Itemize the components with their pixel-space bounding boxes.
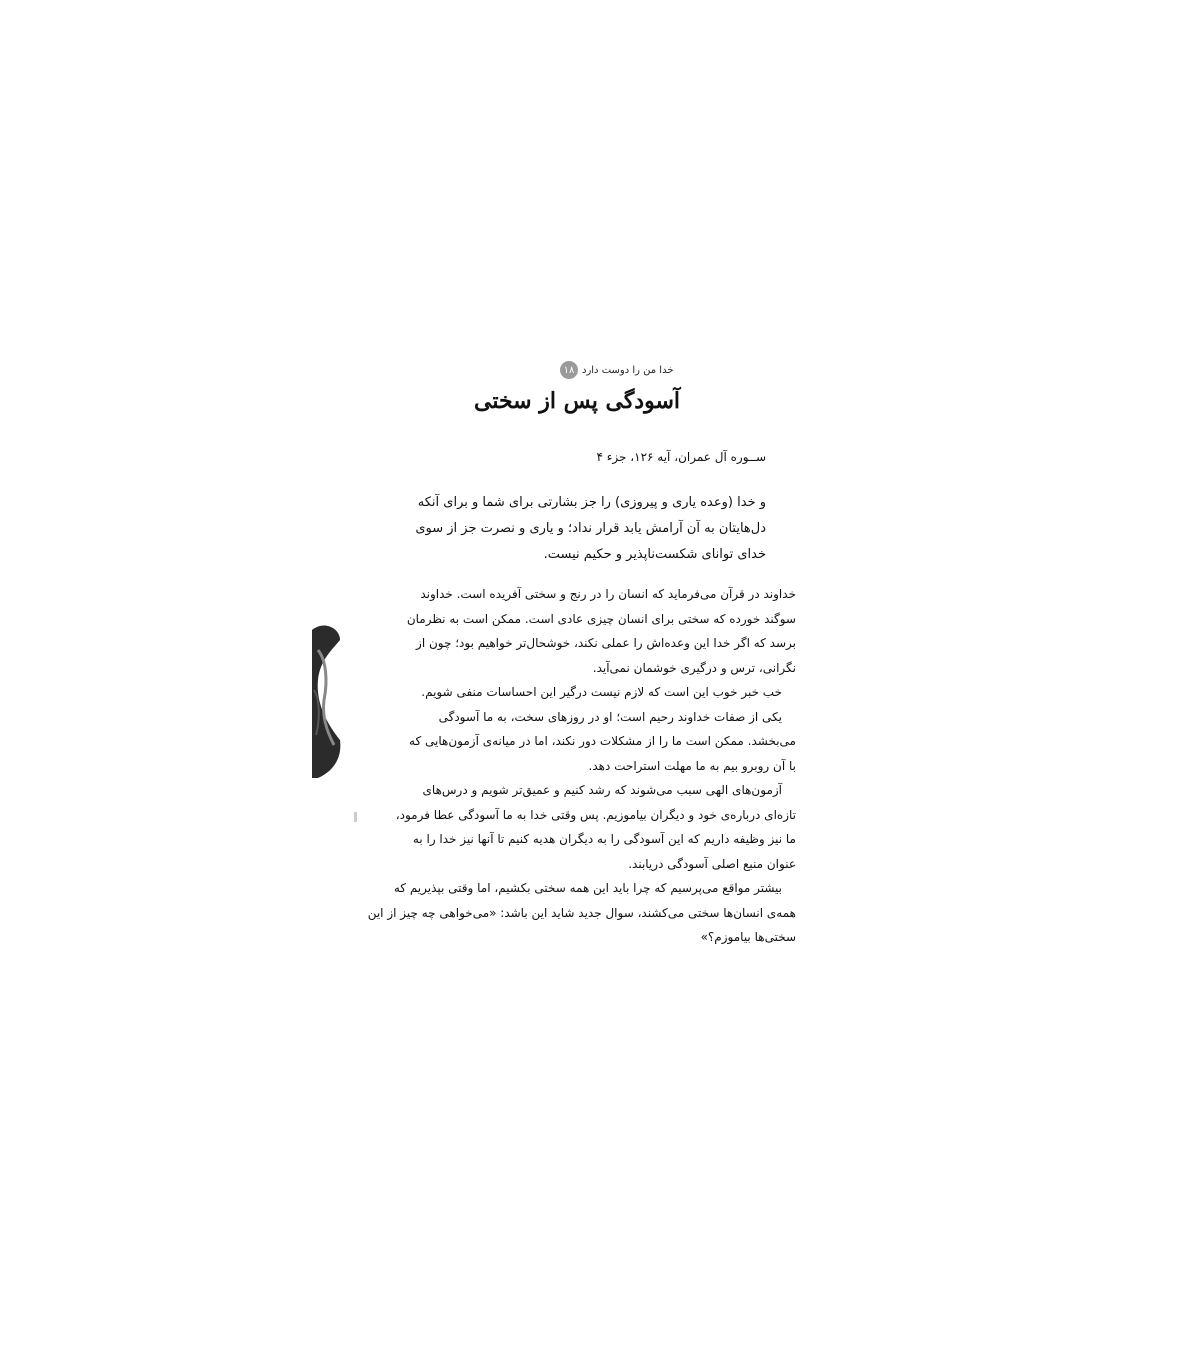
body-line: تازه‌ای درباره‌ی خود و دیگران بیاموزیم. پس وقتی خدا به ما آسودگی عطا فرمود، [395, 807, 796, 822]
body-line: خب خبر خوب این است که لازم نیست درگیر این احساسات منفی شویم. [421, 685, 782, 699]
body-line: آزمون‌های الهی سبب می‌شوند که رشد کنیم و عمیق‌تر شویم و درس‌های [422, 783, 782, 797]
body-line: ما نیز وظیفه داریم که این آسودگی را به دیگران هدیه کنیم تا آنها نیز خدا را به [412, 832, 796, 846]
running-head [560, 360, 796, 380]
chapter-title: آسودگی پس از سختی [473, 388, 680, 414]
body-line: عنوان منبع اصلی آسودگی دریابند. [628, 856, 796, 871]
verse-translation [400, 490, 766, 568]
body-line: خداوند در قرآن می‌فرماید که انسان را در رنج و سختی آفریده است. خداوند [420, 587, 796, 601]
verse-line: دل‌هایتان به آن آرامش یابد قرار نداد؛ و یاری و نصرت جز از سوی [415, 521, 766, 536]
body-line: برسد که اگر خدا این وعده‌اش را عملی نکند، خوشحال‌تر خواهیم بود؛ چون از [416, 636, 796, 650]
body-line: نگرانی، ترس و درگیری خوشمان نمی‌آید. [592, 660, 796, 675]
body-line: یکی از صفات خداوند رحیم است؛ او در روزهای سخت، به ما آسودگی [438, 709, 782, 724]
book-title: خدا من را دوست دارد [582, 364, 674, 376]
scan-speck [354, 812, 357, 822]
page-number: ۱۸ [560, 361, 578, 379]
body-line: همه‌ی انسان‌ها سختی می‌کشند، سوال جدید شاید این باشد: «می‌خواهی چه چیز از این [367, 905, 796, 920]
body-line: سختی‌ها بیاموزم؟» [700, 930, 796, 944]
verse-line: و خدا (وعده یاری و پیروزی) را جز بشارتی برای شما و برای آنکه [417, 495, 766, 510]
body-line: می‌بخشد. ممکن است ما را از مشکلات دور نکند، اما در میانه‌ی آزمون‌هایی که [409, 734, 796, 748]
verse-reference: ســوره آل عمران، آیه ۱۲۶، جزء ۴ [596, 450, 766, 464]
body-line: سوگند خورده که سختی برای انسان چیزی عادی است. ممکن است به نظرمان [406, 611, 796, 626]
verse-line: خدای توانای شکست‌ناپذیر و حکیم نیست. [543, 547, 766, 562]
body-text [367, 582, 796, 950]
body-line: بیشتر مواقع می‌پرسیم که چرا باید این همه سختی بکشیم، اما وقتی بپذیریم که [393, 881, 782, 895]
body-line: با آن روبرو بیم به ما مهلت استراحت دهد. [588, 758, 796, 773]
scan-artifact [310, 620, 344, 780]
